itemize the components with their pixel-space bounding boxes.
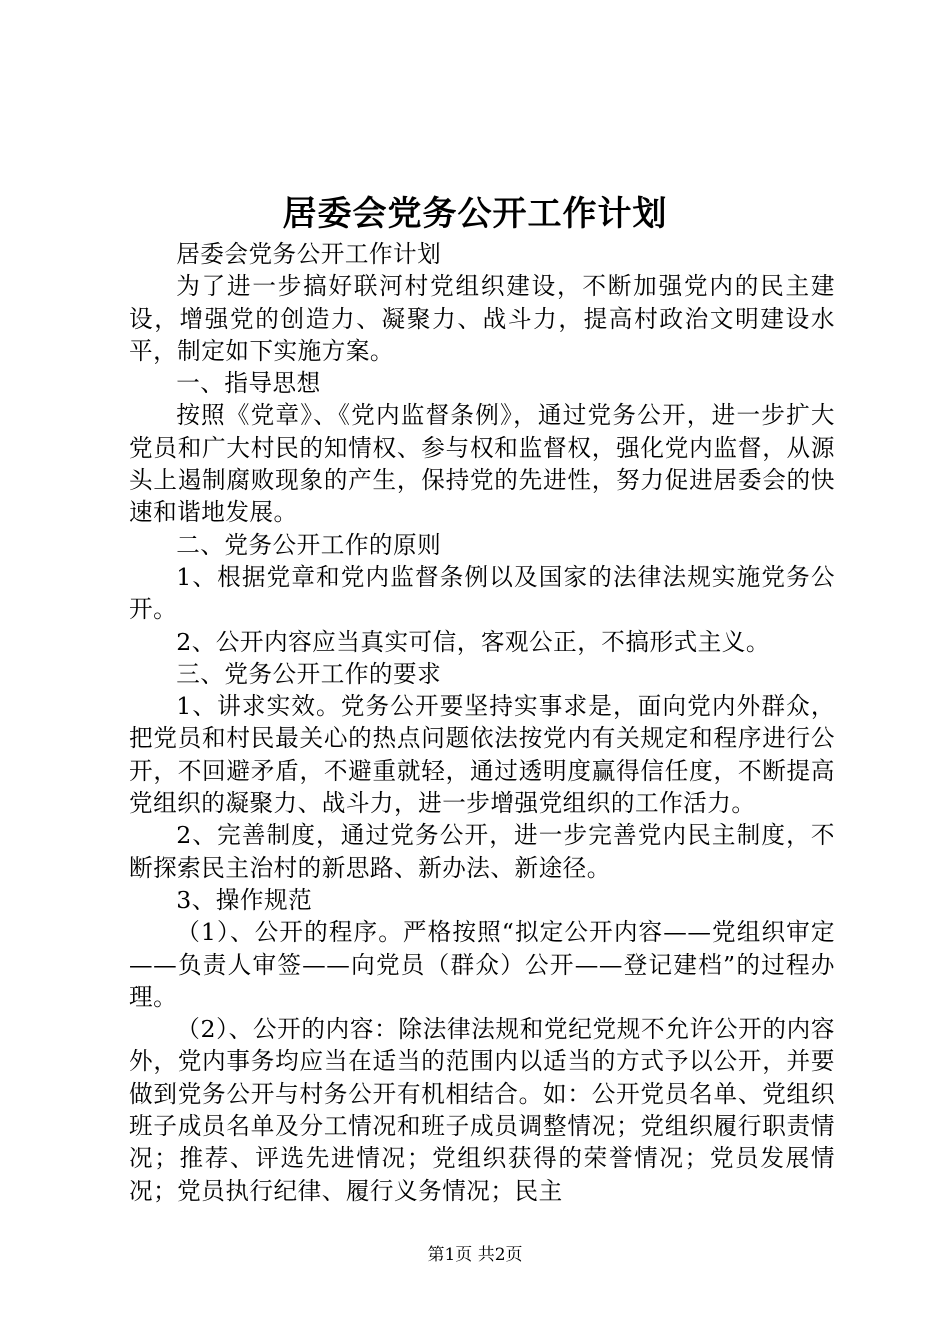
document-title: 居委会党务公开工作计划 xyxy=(282,194,668,234)
paragraph-principle-1: 1、根据党章和党内监督条例以及国家的法律法规实施党务公开。 xyxy=(129,562,835,624)
paragraph-intro: 为了进一步搞好联河村党组织建设，不断加强党内的民主建设，增强党的创造力、凝聚力、战斗力，提高村政治文明建设水平，制定如下实施方案。 xyxy=(129,272,835,365)
paragraph-procedure: （1）、公开的程序。严格按照“拟定公开内容——党组织审定——负责人审签——向党员（群众）公开——登记建档”的过程办理。 xyxy=(129,918,835,1011)
paragraph-requirement-3: 3、操作规范 xyxy=(176,885,313,914)
paragraph-content: （2）、公开的内容：除法律法规和党纪党规不允许公开的内容外，党内事务均应当在适当的范围内以适当的方式予以公开，并要做到党务公开与村务公开有机相结合。如：公开党员名单、党组织班子成员名单及分工情况和班子成员调整情况；党组织履行职责情况；推荐、评选先进情况；党组织获得的荣誉情况；党员发展情况；党员执行纪律、履行义务情况；民主 xyxy=(129,1015,835,1205)
paragraph-requirement-2: 2、完善制度，通过党务公开，进一步完善党内民主制度，不断探索民主治村的新思路、新办法、新途径。 xyxy=(129,821,835,882)
document-body xyxy=(129,238,835,1207)
paragraph-guiding-thought: 按照《党章》、《党内监督条例》，通过党务公开，进一步扩大党员和广大村民的知情权、参与权和监督权，强化党内监督，从源头上遏制腐败现象的产生，保持党的先进性，努力促进居委会的快速和谐地发展。 xyxy=(129,401,835,527)
paragraph-principle-2: 2、公开内容应当真实可信，客观公正，不搞形式主义。 xyxy=(176,627,770,656)
page-footer: 第1页 共2页 xyxy=(427,1245,523,1265)
section-heading-requirements: 三、党务公开工作的要求 xyxy=(176,659,442,688)
paragraph-requirement-1: 1、讲求实效。党务公开要坚持实事求是，面向党内外群众，把党员和村民最关心的热点问题依法按党内有关规定和程序进行公开，不回避矛盾，不避重就轻，通过透明度赢得信任度，不断提高党组织的凝聚力、战斗力，进一步增强党组织的工作活力。 xyxy=(129,692,835,818)
section-heading-guiding-thought: 一、指导思想 xyxy=(176,369,321,398)
paragraph-heading-repeat: 居委会党务公开工作计划 xyxy=(176,240,442,268)
section-heading-principles: 二、党务公开工作的原则 xyxy=(176,530,442,559)
